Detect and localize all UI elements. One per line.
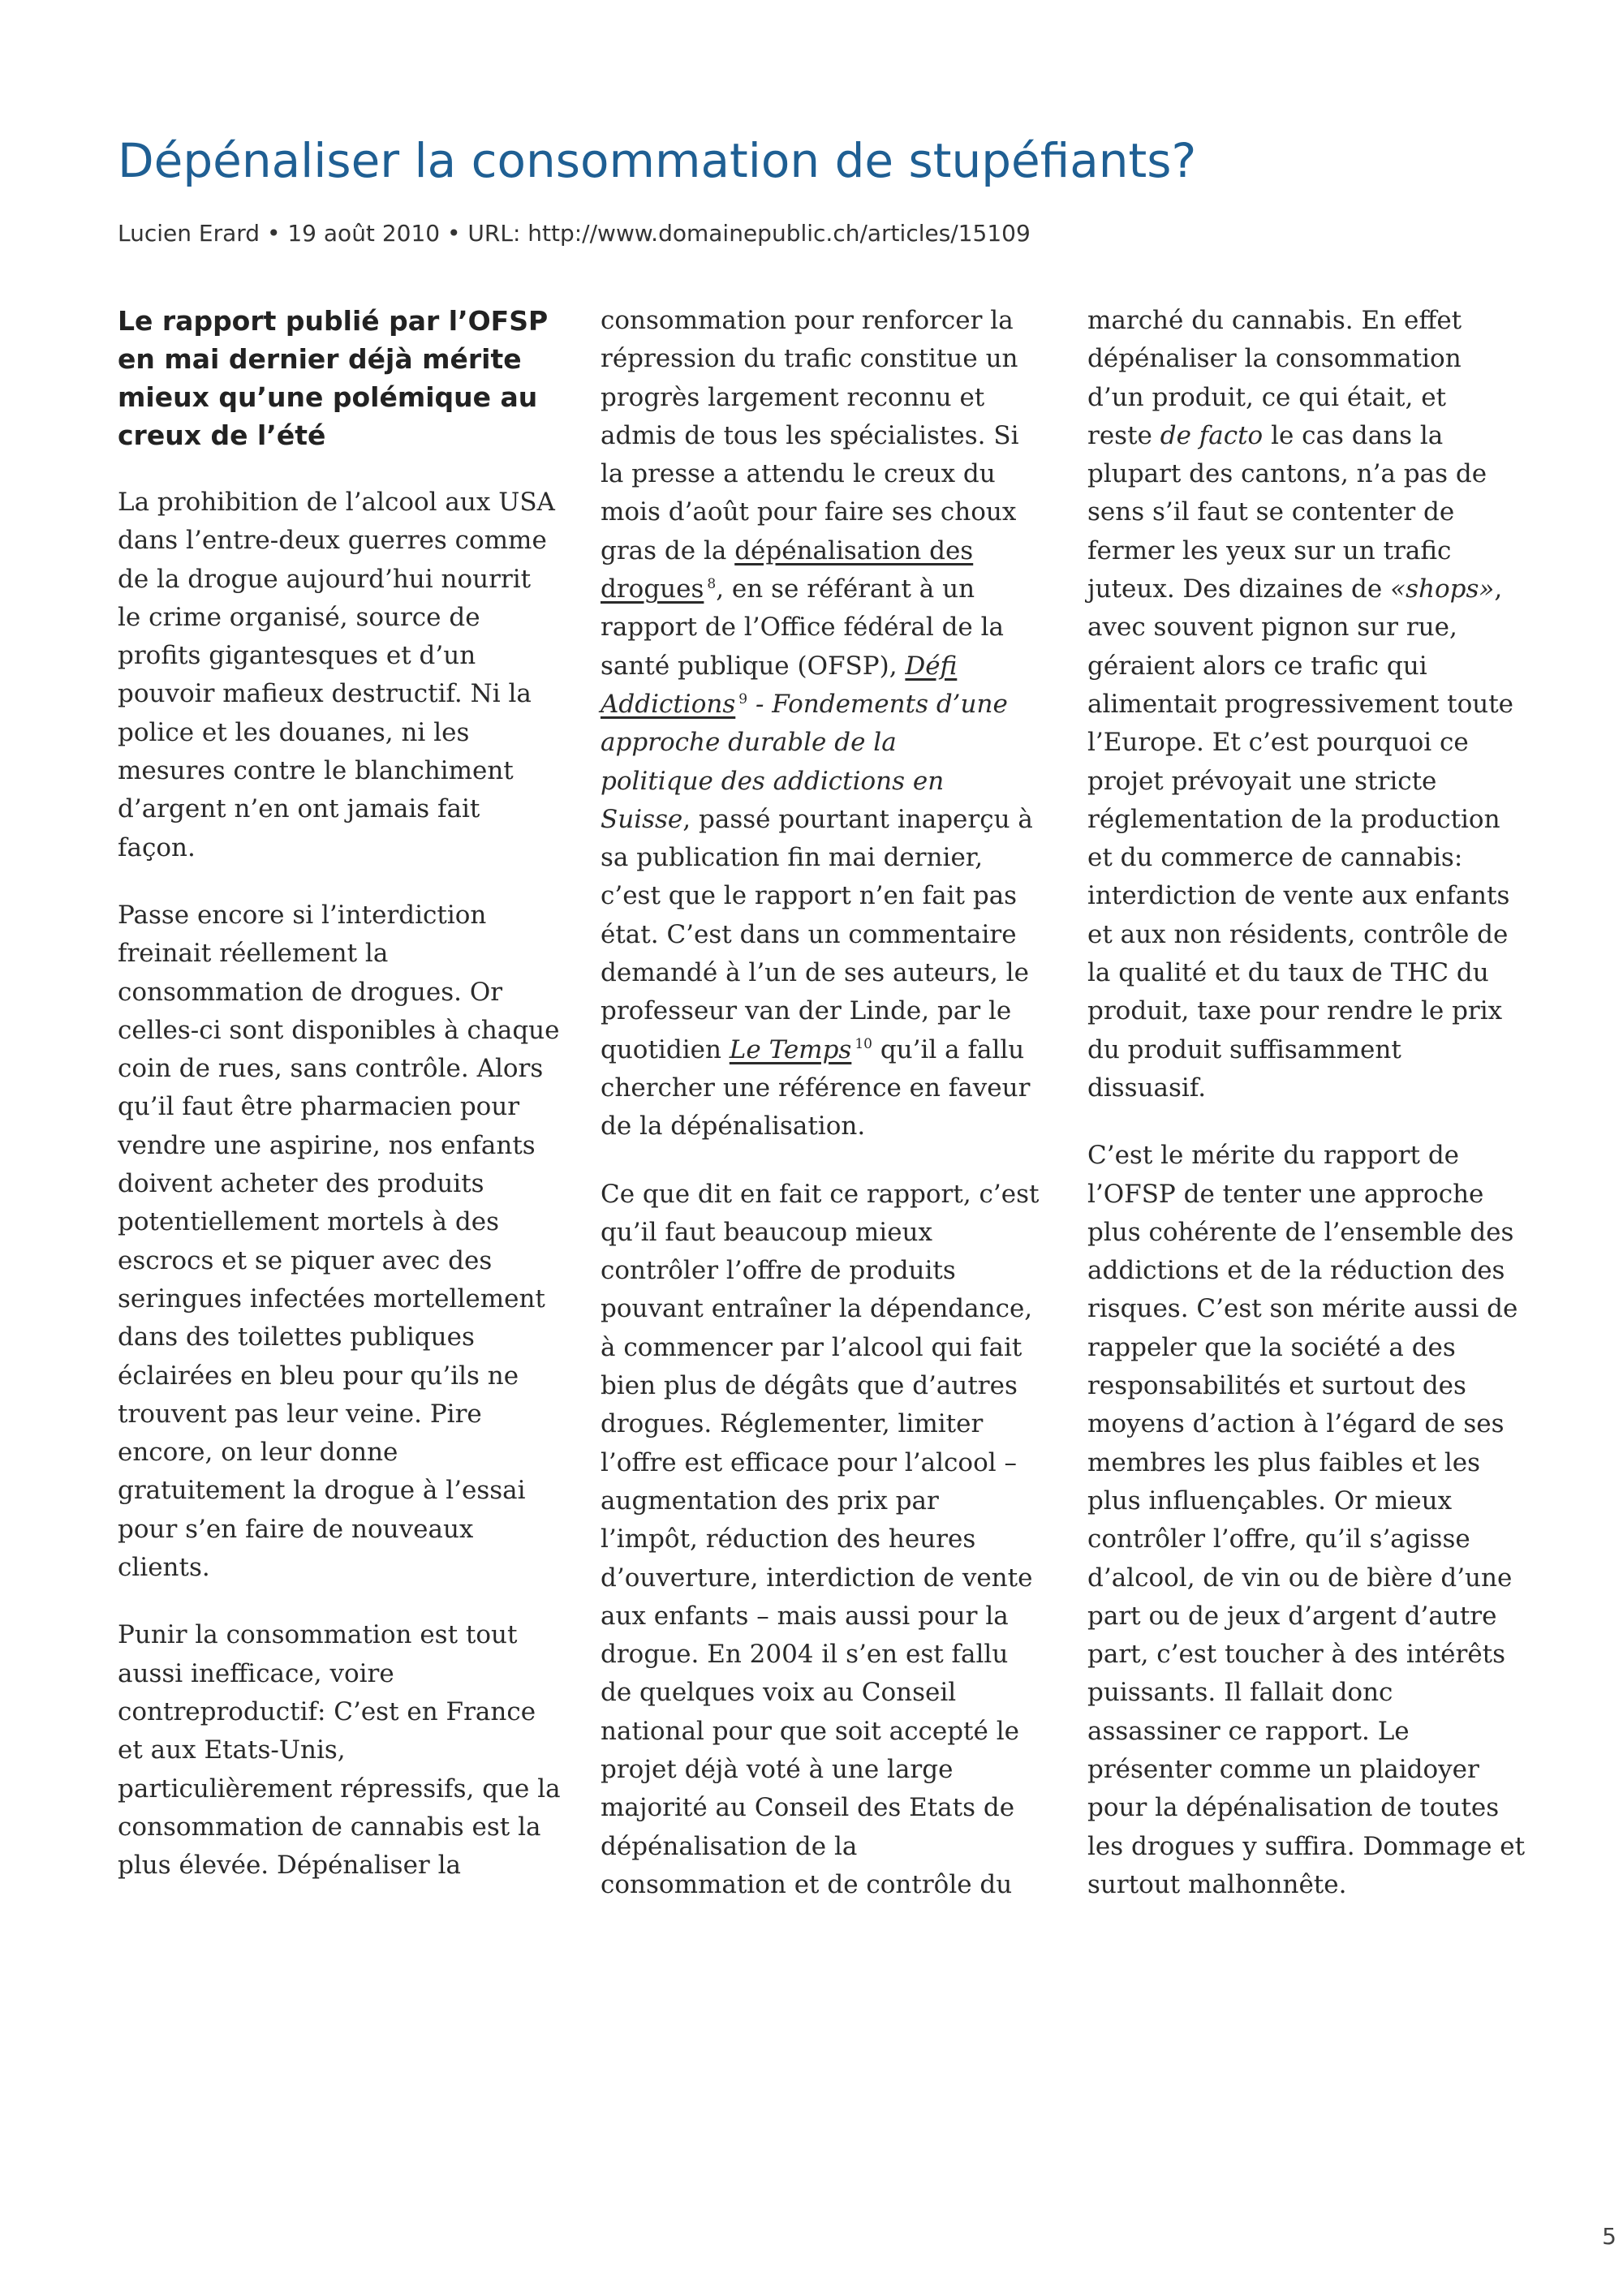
text-line: d’alcool, de vin ou de bière d’une	[1087, 1563, 1513, 1593]
text-line: part, c’est toucher à des intérêts	[1087, 1640, 1506, 1670]
page-number: 5	[1602, 2223, 1617, 2250]
text-line: interdiction de vente aux enfants	[1087, 881, 1510, 911]
text-line: les drogues y suffira. Dommage et	[1087, 1831, 1526, 1861]
text-line: sens s’il faut se contenter de	[1087, 497, 1455, 527]
text-line: coin de rues, sans contrôle. Alors	[118, 1054, 544, 1084]
text-span: Suisse	[601, 804, 683, 834]
text-line	[1087, 570, 1530, 608]
text-span: ,	[1494, 574, 1503, 604]
text-line: politique des addictions en	[601, 766, 945, 796]
text-line: l’Europe. Et c’est pourquoi ce	[1087, 728, 1469, 758]
text-line: le crime organisé, source de	[118, 602, 480, 632]
text-line: national pour que soit accepté le	[601, 1716, 1019, 1746]
text-line: surtout malhonnête.	[1087, 1869, 1347, 1899]
text-line: plus influençables. Or mieux	[1087, 1486, 1453, 1516]
text-line: et aux non résidents, contrôle de	[1087, 919, 1509, 949]
text-span: le cas dans la	[1263, 420, 1444, 450]
lead-line: Le rapport publié par l’OFSP	[118, 305, 549, 337]
text-span: , passé pourtant inaperçu à	[682, 804, 1033, 834]
text-line: contrôler l’offre, qu’il s’agisse	[1087, 1524, 1470, 1554]
paragraph	[118, 896, 560, 1587]
lead-line: en mai dernier déjà mérite	[118, 343, 522, 375]
text-line	[601, 570, 1039, 608]
text-line: et du commerce de cannabis:	[1087, 843, 1463, 873]
text-line: la qualité et du taux de THC du	[1087, 958, 1489, 988]
text-line: marché du cannabis. En effet	[1087, 306, 1462, 335]
text-line: état. C’est dans un commentaire	[601, 919, 1017, 949]
text-line: éclairées en bleu pour qu’ils ne	[118, 1361, 519, 1391]
text-line: plupart des cantons, n’a pas de	[1087, 459, 1487, 489]
text-line: membres les plus faibles et les	[1087, 1447, 1480, 1477]
text-line: l’OFSP de tenter une approche	[1087, 1179, 1484, 1209]
article-byline: Lucien Erard • 19 août 2010 • URL: http://www.domainepublic.ch/articles/15109	[118, 220, 1031, 247]
text-line: plus cohérente de l’ensemble des	[1087, 1217, 1514, 1247]
text-line: dépénalisation de la	[601, 1831, 858, 1861]
text-line: dans l’entre-deux guerres comme	[118, 526, 547, 556]
lead-line: mieux qu’une polémique au	[118, 381, 538, 413]
text-line: doivent acheter des produits	[118, 1169, 484, 1199]
text-line: demandé à l’un de ses auteurs, le	[601, 958, 1029, 988]
text-line: clients.	[118, 1553, 210, 1583]
lead-paragraph	[118, 302, 556, 454]
text-line: aux enfants – mais aussi pour la	[601, 1601, 1009, 1631]
text-line	[1087, 417, 1530, 455]
text-line: puissants. Il fallait donc	[1087, 1678, 1393, 1708]
footnote-marker: 10	[855, 1036, 872, 1053]
link-defi-addictions-cont[interactable]: Addictions	[601, 689, 736, 719]
text-line: dans des toilettes publiques	[118, 1322, 475, 1352]
text-line: seringues infectées mortellement	[118, 1283, 545, 1314]
paragraph	[1087, 302, 1530, 1107]
text-line: addictions et de la réduction des	[1087, 1256, 1505, 1286]
text-line: de quelques voix au Conseil	[601, 1678, 957, 1708]
text-line: majorité au Conseil des Etats de	[601, 1793, 1015, 1823]
text-span: qu’il a fallu	[872, 1034, 1025, 1064]
text-line: progrès largement reconnu et	[601, 382, 985, 412]
text-line: pour la dépénalisation de toutes	[1087, 1793, 1500, 1823]
text-line: encore, on leur donne	[118, 1438, 398, 1468]
text-line	[601, 686, 1039, 724]
text-line: réglementation de la production	[1087, 804, 1500, 834]
text-line: contrôler l’offre de produits	[601, 1256, 956, 1286]
text-span: de facto	[1160, 420, 1264, 450]
text-line: escrocs et se piquer avec des	[118, 1245, 493, 1275]
text-line: particulièrement répressifs, que la	[118, 1774, 561, 1804]
article-title: Dépénaliser la consommation de stupéfiants?	[118, 133, 1197, 188]
text-line: consommation de drogues. Or	[118, 977, 503, 1007]
text-line: sa publication fin mai dernier,	[601, 843, 984, 873]
text-line: d’un produit, ce qui était, et	[1087, 382, 1447, 412]
text-line: consommation pour renforcer la	[601, 306, 1014, 335]
text-line: d’argent n’en ont jamais fait	[118, 794, 480, 824]
text-span: quotidien	[601, 1034, 730, 1064]
text-line: consommation de cannabis est la	[118, 1812, 541, 1842]
footnote-marker: 9	[738, 690, 748, 707]
text-span: «shops»	[1390, 574, 1495, 604]
column-3	[1087, 302, 1530, 1933]
text-line: mois d’août pour faire ses choux	[601, 497, 1017, 527]
text-line: c’est que le rapport n’en fait pas	[601, 881, 1018, 911]
text-line: répression du trafic constitue un	[601, 344, 1018, 374]
text-line: pouvant entraîner la dépendance,	[601, 1294, 1033, 1324]
text-line: trouvent pas leur veine. Pire	[118, 1399, 482, 1429]
footnote-marker: 8	[707, 575, 717, 592]
text-line: fermer les yeux sur un trafic	[1087, 535, 1452, 565]
text-line	[601, 532, 1039, 570]
text-line: vendre une aspirine, nos enfants	[118, 1130, 536, 1160]
paragraph	[601, 1176, 1039, 1905]
text-line: aussi inefficace, voire	[118, 1658, 394, 1688]
text-line: drogues. Réglementer, limiter	[601, 1409, 984, 1439]
text-line: l’impôt, réduction des heures	[601, 1524, 976, 1554]
text-line: façon.	[118, 832, 196, 862]
text-line: la presse a attendu le creux du	[601, 459, 996, 489]
text-line: produit, taxe pour rendre le prix	[1087, 996, 1503, 1026]
text-span: reste	[1087, 420, 1160, 450]
text-line: C’est le mérite du rapport de	[1087, 1141, 1460, 1171]
text-line	[601, 801, 1039, 839]
text-line: part ou de jeux d’argent d’autre	[1087, 1601, 1497, 1631]
link-le-temps[interactable]: Le Temps	[729, 1034, 852, 1064]
text-line: consommation et de contrôle du	[601, 1869, 1013, 1899]
text-span: gras de la	[601, 535, 735, 565]
text-span: - Fondements d’une	[747, 689, 1008, 719]
text-line: qu’il faut être pharmacien pour	[118, 1092, 520, 1122]
text-line: contreproductif: C’est en France	[118, 1696, 536, 1726]
text-line: projet prévoyait une stricte	[1087, 766, 1437, 796]
text-line: de la dépénalisation.	[601, 1111, 866, 1142]
link-depenalisation[interactable]: dépénalisation des	[734, 535, 974, 565]
text-line: alimentait progressivement toute	[1087, 689, 1514, 719]
text-line: risques. C’est son mérite aussi de	[1087, 1294, 1518, 1324]
text-line: bien plus de dégâts que d’autres	[601, 1371, 1018, 1401]
text-line: à commencer par l’alcool qui fait	[601, 1332, 1022, 1362]
lead-line: creux de l’été	[118, 419, 326, 451]
text-line: moyens d’action à l’égard de ses	[1087, 1409, 1505, 1439]
text-line: présenter comme un plaidoyer	[1087, 1754, 1479, 1784]
text-line: dépénaliser la consommation	[1087, 344, 1462, 374]
text-line	[601, 1031, 1039, 1069]
text-line: Passe encore si l’interdiction	[118, 900, 487, 930]
text-line: pour s’en faire de nouveaux	[118, 1514, 474, 1544]
column-2	[601, 302, 1039, 1933]
text-line: freinait réellement la	[118, 939, 389, 969]
text-span: santé publique (OFSP),	[601, 651, 906, 681]
text-line: du produit suffisamment	[1087, 1034, 1401, 1064]
text-line: et aux Etats-Unis,	[118, 1735, 346, 1765]
text-span: juteux. Des dizaines de	[1087, 574, 1391, 604]
text-line: chercher une référence en faveur	[601, 1073, 1031, 1103]
text-line: projet déjà voté à une large	[601, 1754, 954, 1784]
text-line: drogue. En 2004 il s’en est fallu	[601, 1640, 1009, 1670]
text-span: , en se référant à un	[716, 574, 975, 604]
text-line: qu’il faut beaucoup mieux	[601, 1217, 933, 1247]
text-line: rappeler que la société a des	[1087, 1332, 1456, 1362]
text-line: augmentation des prix par	[601, 1486, 939, 1516]
text-line: potentiellement mortels à des	[118, 1207, 499, 1237]
text-line: rapport de l’Office fédéral de la	[601, 613, 1005, 643]
link-defi-addictions[interactable]: Défi	[905, 651, 958, 681]
text-line: police et les douanes, ni les	[118, 717, 470, 747]
text-line: avec souvent pignon sur rue,	[1087, 613, 1457, 643]
text-line: l’offre est efficace pour l’alcool –	[601, 1447, 1017, 1477]
text-line: gratuitement la drogue à l’essai	[118, 1476, 526, 1506]
text-line: géraient alors ce trafic qui	[1087, 651, 1427, 681]
text-line: responsabilités et surtout des	[1087, 1371, 1466, 1401]
paragraph	[1087, 1137, 1530, 1904]
text-line: La prohibition de l’alcool aux USA	[118, 488, 555, 517]
link-drogues[interactable]: drogues	[601, 574, 704, 604]
paragraph	[118, 484, 556, 867]
column-1	[118, 302, 561, 1914]
text-line: approche durable de la	[601, 728, 897, 758]
text-line: Punir la consommation est tout	[118, 1620, 518, 1650]
text-line: d’ouverture, interdiction de vente	[601, 1563, 1033, 1593]
text-line: pouvoir mafieux destructif. Ni la	[118, 679, 532, 709]
text-line: assassiner ce rapport. Le	[1087, 1716, 1410, 1746]
text-line: plus élevée. Dépénaliser la	[118, 1851, 461, 1881]
text-line: admis de tous les spécialistes. Si	[601, 420, 1019, 450]
text-line: dissuasif.	[1087, 1073, 1207, 1103]
paragraph	[118, 1616, 561, 1885]
text-line: de la drogue aujourd’hui nourrit	[118, 564, 532, 594]
text-line: professeur van der Linde, par le	[601, 996, 1012, 1026]
text-line	[601, 647, 1039, 686]
text-line: Ce que dit en fait ce rapport, c’est	[601, 1179, 1040, 1209]
paragraph	[601, 302, 1039, 1146]
text-line: mesures contre le blanchiment	[118, 756, 514, 786]
text-line: celles-ci sont disponibles à chaque	[118, 1015, 560, 1045]
text-line: profits gigantesques et d’un	[118, 641, 476, 671]
